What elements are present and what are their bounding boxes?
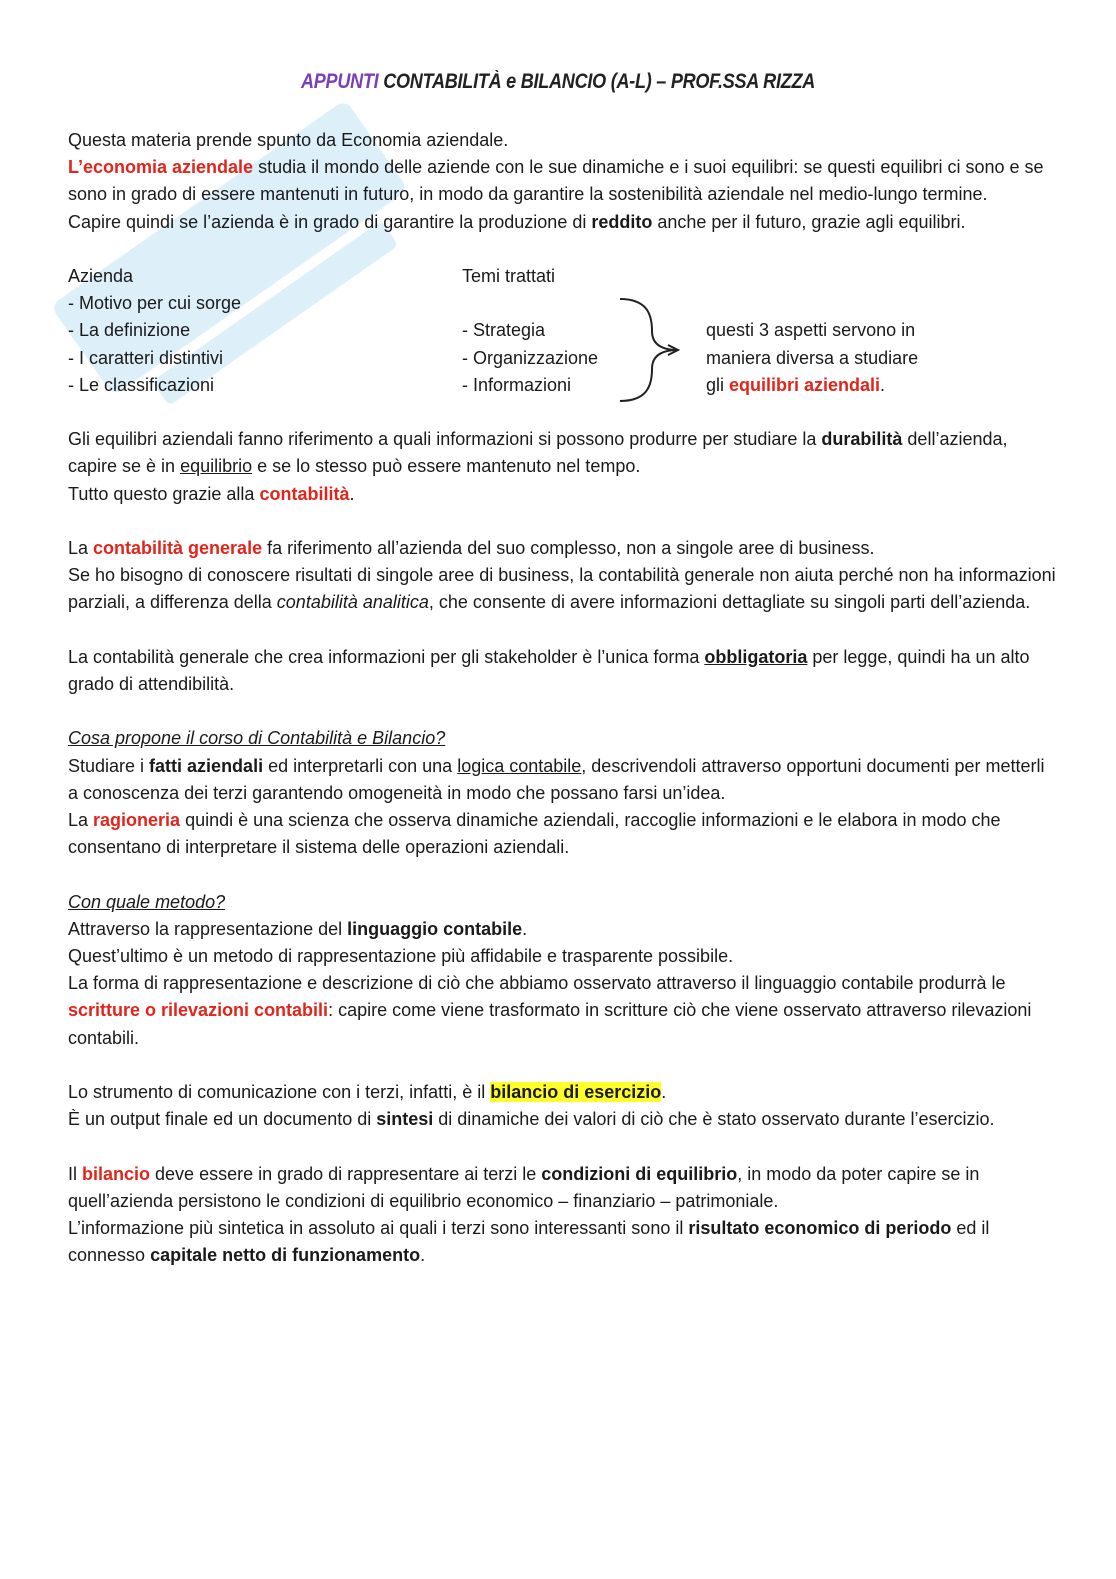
corso-f: La: [68, 809, 94, 830]
page-title: [78, 70, 1038, 94]
intro-p3-c: anche per il futuro, grazie agli equilibri.: [652, 211, 966, 232]
term-reddito: reddito: [591, 211, 653, 232]
aspetti-l3-c: .: [880, 374, 886, 395]
str-a: Lo strumento di comunicazione con i terzi, infatti, è il: [68, 1081, 491, 1102]
str-c: .: [661, 1081, 667, 1102]
strumento-paragraph-2: [68, 1106, 1058, 1133]
obb-c: per legge, quindi ha un alto grado di attendibilità.: [68, 646, 1030, 694]
title-subject: CONTABILITÀ e BILANCIO (A-L) – PROF.SSA RIZZA: [383, 70, 816, 93]
gen-f: , che consente di avere informazioni dettagliate su singoli parti dell’azienda.: [428, 592, 1031, 613]
generale-paragraph-1: [68, 535, 1058, 562]
temi-item: - Organizzazione: [462, 347, 599, 368]
corso-e: , descrivendoli attraverso opportuni documenti per metterli a conoscenza dei terzi garantendo omogeneità in modo che possano farsi un’idea.: [68, 755, 1045, 803]
bilancio-paragraph-2: [68, 1215, 1058, 1269]
aspetti-note: [706, 317, 918, 399]
bil-c: deve essere in grado di rappresentare ai terzi le: [150, 1163, 542, 1184]
eq-h: .: [349, 483, 355, 504]
aspetti-line-2: maniera diversa a studiare: [706, 347, 919, 368]
corso-c: ed interpretarli con una: [263, 755, 458, 776]
term-fatti-aziendali: fatti aziendali: [149, 755, 264, 776]
str-d: È un output finale ed un documento di: [68, 1109, 377, 1130]
gen-d: Se ho bisogno di conoscere risultati di singole aree di business, la contabilità generale non aiuta perché non ha informazioni parziali, a differenza della: [68, 565, 1056, 613]
str-f: di dinamiche dei valori di ciò che è stato osservato durante l’esercizio.: [433, 1109, 995, 1130]
metodo-paragraph-1: [68, 916, 1058, 943]
term-scritture-contabili: scritture o rilevazioni contabili: [68, 1000, 329, 1021]
met-c: .: [522, 918, 528, 939]
intro-p3-a: Capire quindi se l’azienda è in grado di garantire la produzione di: [68, 211, 592, 232]
azienda-list: [68, 263, 241, 399]
term-sintesi: sintesi: [376, 1109, 434, 1130]
temi-list: [462, 263, 598, 399]
intro-paragraph-2: [68, 154, 1058, 208]
aspetti-line-1: questi 3 aspetti servono in: [706, 320, 916, 341]
azienda-item: - Motivo per cui sorge: [68, 293, 242, 314]
temi-heading: Temi trattati: [462, 266, 556, 286]
eq-c: dell’azienda, capire se è in: [68, 429, 1008, 477]
bil-f: L’informazione più sintetica in assoluto ai quali i terzi sono interessanti sono il: [68, 1217, 689, 1238]
term-contabilita-generale: contabilità generale: [93, 537, 263, 558]
topics-section: [68, 263, 1058, 399]
term-contabilita: contabilità: [259, 483, 350, 504]
bilancio-paragraph-1: [68, 1161, 1058, 1215]
obbligatoria-paragraph: [68, 644, 1058, 698]
temi-item: - Informazioni: [462, 374, 572, 395]
met-a: Attraverso la rappresentazione del: [68, 918, 348, 939]
strumento-paragraph-1: [68, 1079, 1058, 1106]
term-obbligatoria: obbligatoria: [704, 646, 808, 667]
term-ragioneria: ragioneria: [93, 809, 181, 830]
title-appunti: APPUNTI: [300, 70, 379, 93]
corso-question: Cosa propone il corso di Contabilità e Bilancio?: [68, 728, 446, 749]
term-logica-contabile: logica contabile: [457, 755, 582, 776]
eq-f: Tutto questo grazie alla: [68, 483, 260, 504]
document-body: [68, 127, 1058, 1269]
contabilita-paragraph: [68, 481, 1058, 508]
term-equilibrio: equilibrio: [180, 456, 253, 477]
intro-paragraph-3: [68, 209, 1058, 236]
equilibri-paragraph: [68, 426, 1058, 480]
term-capitale-netto: capitale netto di funzionamento: [150, 1245, 421, 1266]
azienda-item: - I caratteri distintivi: [68, 347, 224, 368]
curly-brace-icon: [616, 295, 686, 405]
gen-a: La: [68, 537, 94, 558]
intro-paragraph-1: Questa materia prende spunto da Economia aziendale.: [68, 130, 509, 150]
bil-j: .: [420, 1245, 426, 1266]
azienda-heading: Azienda: [68, 266, 134, 286]
met-g: : capire come viene trasformato in scritture ciò che viene osservato attraverso rilevazioni contabili.: [68, 1000, 1032, 1048]
bil-a: Il: [68, 1163, 83, 1184]
term-bilancio: bilancio: [82, 1163, 151, 1184]
corso-paragraph-2: [68, 807, 1058, 861]
term-durabilita: durabilità: [821, 429, 903, 450]
term-equilibri-aziendali: equilibri aziendali: [729, 374, 881, 395]
term-linguaggio-contabile: linguaggio contabile: [347, 918, 523, 939]
aspetti-l3-a: gli: [706, 374, 730, 395]
aspetti-line-3: [706, 372, 918, 399]
bil-e: , in modo da poter capire se in quell’azienda persistono le condizioni di equilibrio economico – finanziario – patrimoniale.: [68, 1163, 980, 1211]
eq-e: e se lo stesso può essere mantenuto nel tempo.: [252, 456, 641, 477]
term-contabilita-analitica: contabilità analitica: [276, 592, 429, 613]
generale-paragraph-2: [68, 562, 1058, 616]
term-bilancio-di-esercizio: bilancio di esercizio: [490, 1081, 662, 1102]
obb-a: La contabilità generale che crea informazioni per gli stakeholder è l’unica forma: [68, 646, 705, 667]
gen-c: fa riferimento all’azienda del suo complesso, non a singole aree di business.: [262, 537, 875, 558]
eq-a: Gli equilibri aziendali fanno riferimento a quali informazioni si possono produrre per studiare la: [68, 429, 822, 450]
corso-paragraph-1: [68, 753, 1058, 807]
met-e: La forma di rappresentazione e descrizione di ciò che abbiamo osservato attraverso il linguaggio contabile produrrà le: [68, 973, 1006, 994]
azienda-item: - Le classificazioni: [68, 374, 215, 395]
azienda-item: - La definizione: [68, 320, 191, 341]
term-condizioni-di-equilibrio: condizioni di equilibrio: [541, 1163, 738, 1184]
metodo-paragraph-3: [68, 970, 1058, 1052]
corso-a: Studiare i: [68, 755, 150, 776]
metodo-question: Con quale metodo?: [68, 891, 226, 912]
corso-h: quindi è una scienza che osserva dinamiche aziendali, raccoglie informazioni e le elabora in modo che consentano di interpretare il sistema delle operazioni aziendali.: [68, 809, 1001, 858]
intro-paragraph-2-text: studia il mondo delle aziende con le sue dinamiche e i suoi equilibri: se questi equilibri ci sono e se sono in grado di essere mantenuti in futuro, in modo da garantire la sostenibilità aziendale nel medio-lungo termine.: [68, 157, 1044, 205]
temi-item: - Strategia: [462, 320, 546, 341]
bil-h: ed il connesso: [68, 1217, 990, 1266]
term-economia-aziendale: L’economia aziendale: [68, 157, 254, 178]
metodo-paragraph-2: Quest’ultimo è un metodo di rappresentazione più affidabile e trasparente possibile.: [68, 945, 734, 966]
term-risultato-economico: risultato economico di periodo: [688, 1217, 952, 1238]
